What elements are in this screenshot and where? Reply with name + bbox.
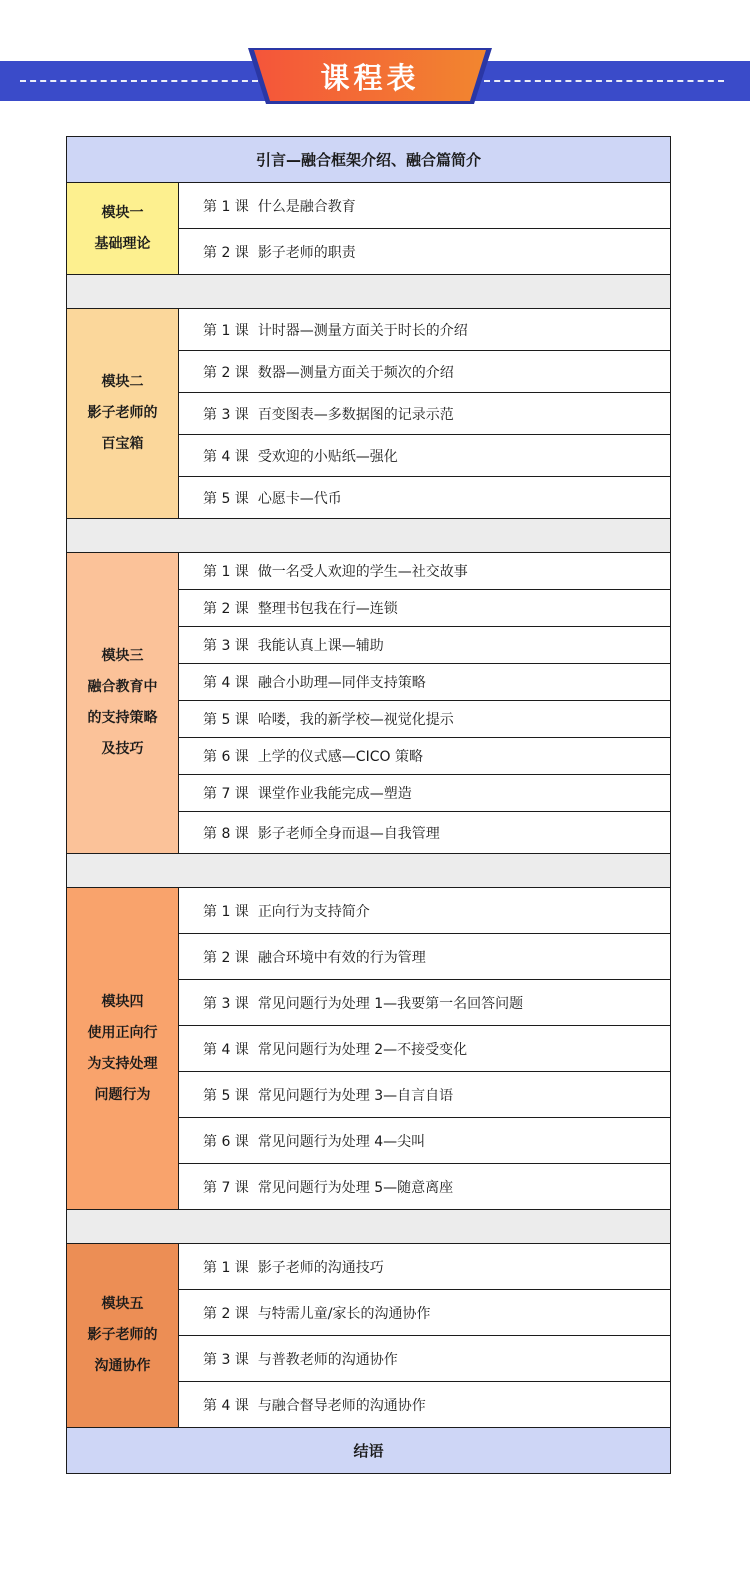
lesson-row: [67, 553, 671, 590]
lesson-number: 第 3 课: [203, 406, 249, 423]
spacer-cell: [67, 275, 671, 309]
lesson-number: 第 4 课: [203, 675, 249, 691]
lesson-cell: [179, 980, 671, 1026]
lesson-cell: [179, 888, 671, 934]
module-5-cell: [67, 1244, 179, 1428]
lesson-cell: [179, 1244, 671, 1290]
lesson-title: 常见问题行为处理 3—自言自语: [257, 1087, 454, 1104]
module-name-line: 模块三: [101, 648, 144, 664]
lesson-row: [67, 888, 671, 934]
lesson-cell: [179, 812, 671, 854]
lesson-cell: [179, 775, 671, 812]
lesson-number: 第 6 课: [203, 749, 249, 765]
lesson-title: 与融合督导老师的沟通协作: [257, 1397, 426, 1414]
module-name-line: 使用正向行: [87, 1024, 158, 1041]
lesson-title: 整理书包我在行—连锁: [257, 601, 398, 617]
lesson-number: 第 4 课: [203, 1397, 249, 1414]
lesson-cell: [179, 553, 671, 590]
ending-cell: 结语: [67, 1428, 671, 1474]
left-dashed-line: [20, 80, 258, 82]
spacer-cell: [67, 1210, 671, 1244]
lesson-title: 上学的仪式感—CICO 策略: [257, 749, 423, 765]
module-name-line: 模块五: [101, 1296, 144, 1312]
lesson-number: 第 8 课: [203, 825, 249, 842]
lesson-cell: [179, 701, 671, 738]
module-name-line: 沟通协作: [94, 1358, 151, 1374]
right-dashed-line: [484, 80, 724, 82]
module-3-cell: [67, 553, 179, 854]
lesson-number: 第 2 课: [203, 949, 249, 966]
lesson-cell: [179, 934, 671, 980]
lesson-number: 第 4 课: [203, 448, 249, 465]
module-4-cell: [67, 888, 179, 1210]
lesson-title: 课堂作业我能完成—塑造: [257, 786, 412, 802]
lesson-number: 第 1 课: [203, 564, 249, 580]
lesson-number: 第 6 课: [203, 1133, 249, 1150]
lesson-title: 常见问题行为处理 1—我要第一名回答问题: [257, 995, 524, 1012]
lesson-cell: [179, 229, 671, 275]
lesson-cell: [179, 1336, 671, 1382]
lesson-cell: [179, 1118, 671, 1164]
module-name-line: 模块二: [101, 374, 144, 390]
lesson-title: 与普教老师的沟通协作: [257, 1351, 398, 1368]
spacer-cell: [67, 854, 671, 888]
module-name-line: 及技巧: [101, 741, 144, 757]
lesson-cell: [179, 351, 671, 393]
lesson-title: 计时器—测量方面关于时长的介绍: [257, 322, 468, 339]
module-name-line: 百宝箱: [101, 436, 144, 452]
lesson-cell: [179, 1382, 671, 1428]
lesson-number: 第 1 课: [203, 1259, 249, 1276]
spacer-row: [67, 854, 671, 888]
lesson-cell: [179, 664, 671, 701]
lesson-cell: [179, 1072, 671, 1118]
module-name-line: 影子老师的: [87, 405, 158, 421]
lesson-number: 第 7 课: [203, 786, 249, 802]
spacer-row: [67, 519, 671, 553]
module-name-line: 融合教育中: [87, 679, 158, 695]
intro-cell: 引言—融合框架介绍、融合篇简介: [67, 137, 671, 183]
module-name-line: 为支持处理: [87, 1055, 158, 1072]
lesson-number: 第 2 课: [203, 601, 249, 617]
lesson-title: 影子老师的沟通技巧: [257, 1259, 384, 1276]
lesson-row: [67, 1244, 671, 1290]
title-tab: [248, 48, 492, 104]
lesson-title: 什么是融合教育: [257, 198, 356, 215]
lesson-cell: [179, 309, 671, 351]
lesson-title: 哈喽，我的新学校—视觉化提示: [257, 712, 454, 728]
lesson-cell: [179, 435, 671, 477]
lesson-number: 第 1 课: [203, 322, 249, 339]
lesson-number: 第 2 课: [203, 1305, 249, 1322]
lesson-number: 第 3 课: [203, 995, 249, 1012]
lesson-row: [67, 183, 671, 229]
page-title: 课程表: [320, 60, 420, 95]
lesson-number: 第 2 课: [203, 244, 249, 261]
ending-row: [67, 1428, 671, 1474]
module-name-line: 影子老师的: [87, 1327, 158, 1343]
lesson-number: 第 1 课: [203, 198, 249, 215]
spacer-row: [67, 1210, 671, 1244]
lesson-title: 我能认真上课—辅助: [257, 638, 384, 654]
lesson-title: 融合小助理—同伴支持策略: [257, 675, 426, 691]
lesson-number: 第 5 课: [203, 1087, 249, 1104]
module-2-cell: [67, 309, 179, 519]
spacer-cell: [67, 519, 671, 553]
lesson-number: 第 2 课: [203, 364, 249, 381]
lesson-cell: [179, 1164, 671, 1210]
lesson-cell: [179, 627, 671, 664]
lesson-title: 数器—测量方面关于频次的介绍: [257, 364, 454, 381]
lesson-number: 第 5 课: [203, 712, 249, 728]
module-name-line: 的支持策略: [87, 710, 158, 726]
lesson-cell: [179, 393, 671, 435]
lesson-title: 常见问题行为处理 5—随意离座: [257, 1179, 454, 1196]
schedule-table: [66, 136, 671, 1474]
lesson-number: 第 3 课: [203, 1351, 249, 1368]
lesson-number: 第 3 课: [203, 638, 249, 654]
module-name-line: 基础理论: [94, 235, 151, 252]
lesson-title: 与特需儿童/家长的沟通协作: [257, 1305, 431, 1322]
lesson-cell: [179, 1290, 671, 1336]
lesson-title: 做一名受人欢迎的学生—社交故事: [257, 564, 468, 580]
lesson-title: 正向行为支持简介: [257, 903, 370, 920]
module-name-line: 问题行为: [94, 1086, 151, 1103]
lesson-row: [67, 309, 671, 351]
lesson-title: 心愿卡—代币: [257, 490, 342, 507]
lesson-title: 百变图表—多数据图的记录示范: [257, 406, 454, 423]
lesson-number: 第 1 课: [203, 903, 249, 920]
lesson-title: 常见问题行为处理 2—不接受变化: [257, 1041, 468, 1058]
lesson-title: 受欢迎的小贴纸—强化: [257, 448, 398, 465]
spacer-row: [67, 275, 671, 309]
lesson-number: 第 4 课: [203, 1041, 249, 1058]
lesson-title: 融合环境中有效的行为管理: [257, 949, 426, 966]
module-1-cell: [67, 183, 179, 275]
lesson-cell: [179, 1026, 671, 1072]
module-name-line: 模块四: [101, 993, 144, 1010]
lesson-cell: [179, 477, 671, 519]
lesson-title: 影子老师的职责: [257, 244, 356, 261]
lesson-number: 第 5 课: [203, 490, 249, 507]
intro-row: [67, 137, 671, 183]
lesson-cell: [179, 183, 671, 229]
lesson-number: 第 7 课: [203, 1179, 249, 1196]
lesson-cell: [179, 738, 671, 775]
lesson-title: 影子老师全身而退—自我管理: [257, 825, 440, 842]
lesson-title: 常见问题行为处理 4—尖叫: [257, 1133, 426, 1150]
lesson-cell: [179, 590, 671, 627]
module-name-line: 模块一: [101, 204, 144, 221]
